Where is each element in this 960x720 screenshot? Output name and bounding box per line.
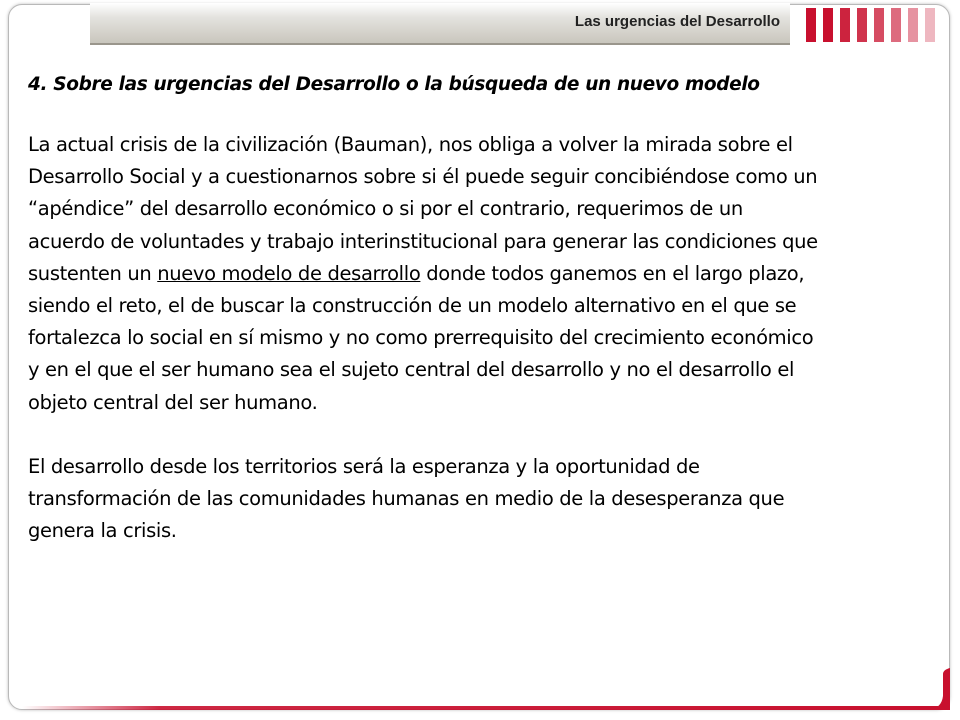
paragraph-line: El desarrollo desde los territorios será la esperanza y la oportunidad de [28,454,700,478]
paragraph-line: “apéndice” del desarrollo económico o si por el contrario, requerimos de un [28,197,743,221]
paragraph-line: La actual crisis de la civilización (Bauman), nos obliga a volver la mirada sobre el [28,133,793,156]
line-text: sustenten un [28,261,158,285]
bottom-accent [8,693,950,710]
stripe [874,8,884,42]
paragraph-line [28,258,933,290]
paragraph-line: transformación de las comunidades humanas en medio de la desesperanza que [28,487,785,511]
paragraph-line: fortalezca lo social en sí mismo y no como prerrequisito del crecimiento económico [28,326,814,350]
stripe [925,8,935,42]
paragraph-line: siendo el reto, el de buscar la construcción de un modelo alternativo en el que se [28,294,797,318]
decorative-stripes [806,8,946,42]
stripe [840,8,850,42]
underlined-phrase: nuevo modelo de desarrollo [157,261,421,285]
stripe [891,8,901,42]
paragraph-1 [28,129,933,419]
slide-content [28,74,933,547]
paragraph-line: y en el que el ser humano sea el sujeto central del desarrollo y no el desarrollo el [28,358,795,382]
paragraph-line: genera la crisis. [28,519,177,543]
stripe [806,8,816,42]
stripe [857,8,867,42]
paragraph-line: objeto central del ser humano. [28,390,318,414]
header-bar [90,3,790,45]
paragraph-spacer [28,419,933,451]
paragraph-line: Desarrollo Social y a cuestionarnos sobre si él puede seguir concibiéndose como un [28,165,818,189]
stripe [823,8,833,42]
section-heading: 4. Sobre las urgencias del Desarrollo o la búsqueda de un nuevo modelo [28,74,760,95]
paragraph-line: acuerdo de voluntades y trabajo interinstitucional para generar las condiciones que [28,229,818,253]
paragraph-2 [28,451,933,548]
header-title: Las urgencias del Desarrollo [574,13,780,30]
line-text: donde todos ganemos en el largo plazo, [420,261,805,285]
stripe [908,8,918,42]
